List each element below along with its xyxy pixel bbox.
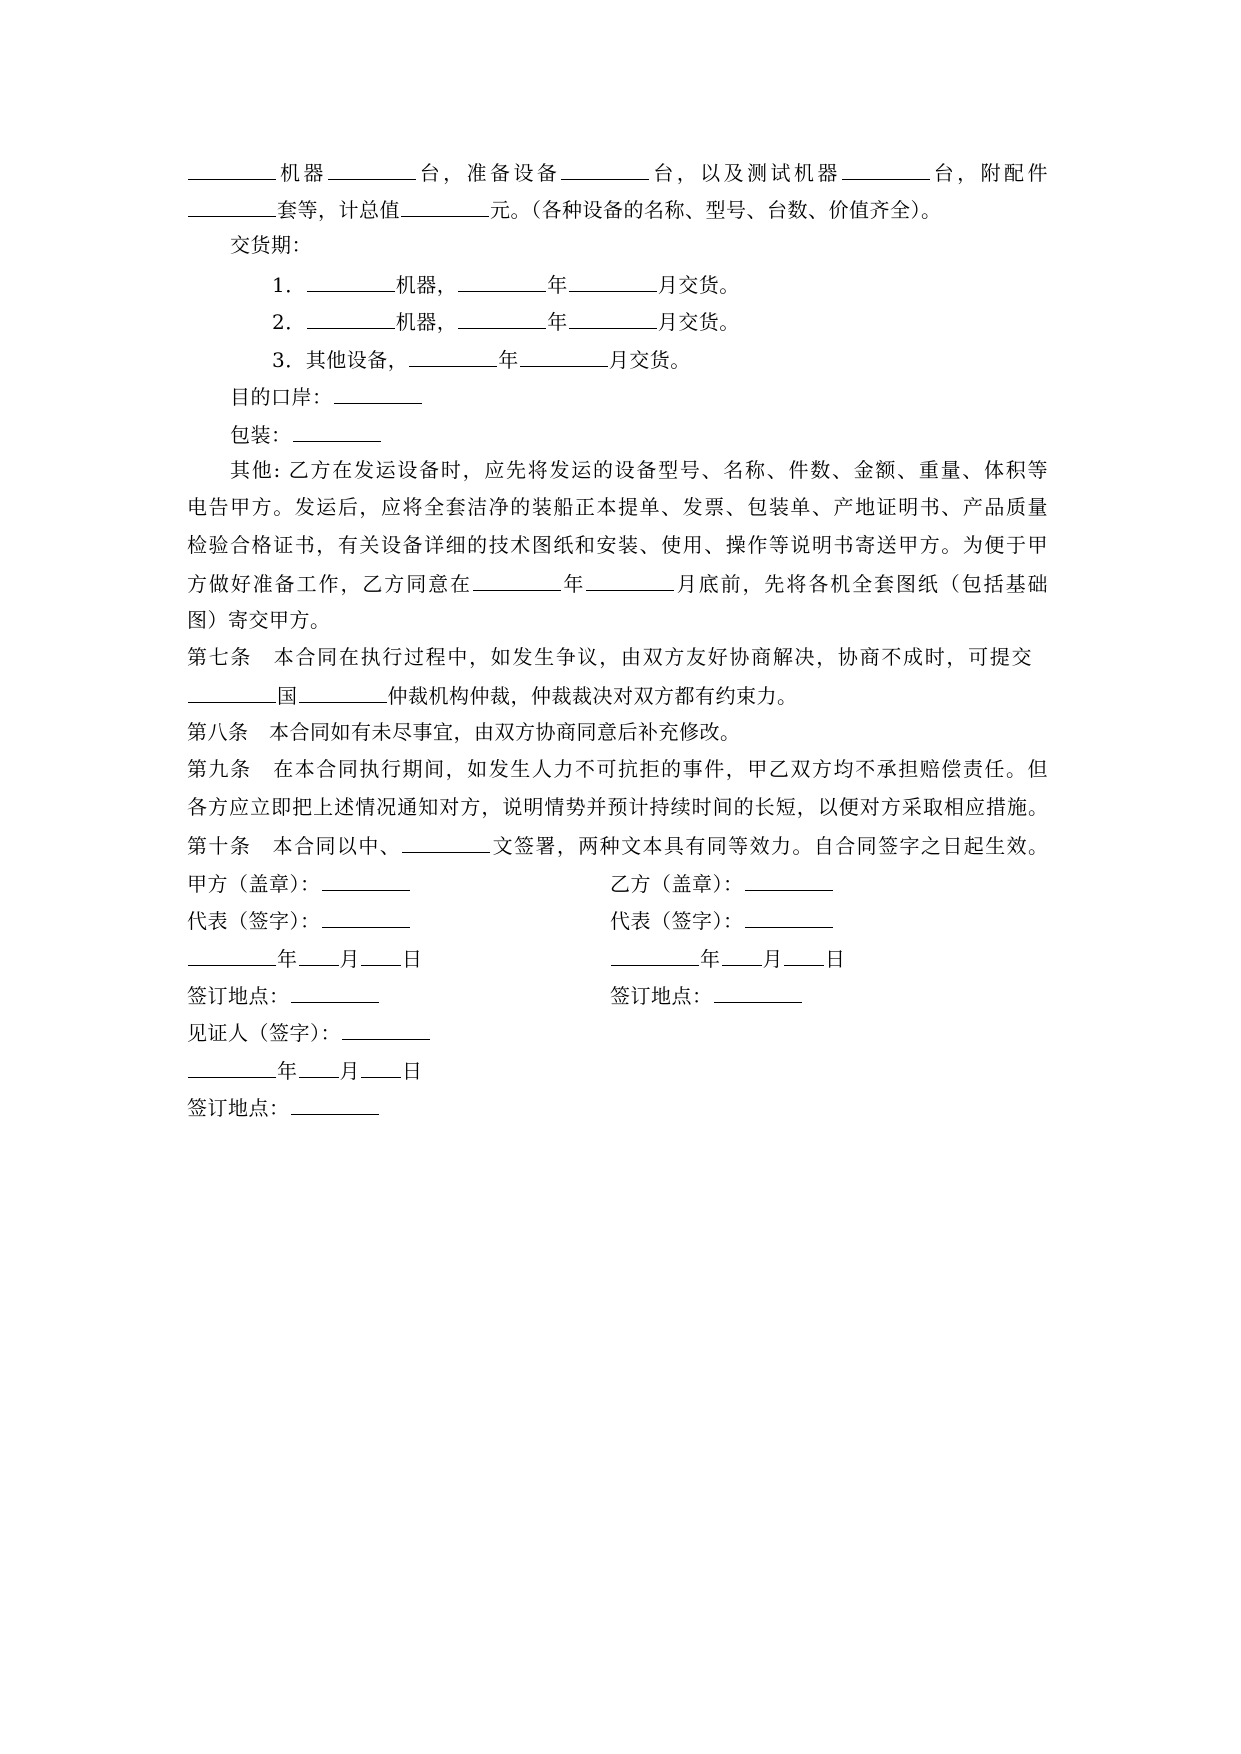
blank-field[interactable] bbox=[409, 346, 497, 367]
equipment-line-2 bbox=[187, 196, 942, 222]
blank-field[interactable] bbox=[322, 907, 410, 928]
text-segment: 月交货。 bbox=[657, 310, 740, 334]
text-segment: 机器 bbox=[277, 161, 327, 185]
text-segment: 月 bbox=[762, 947, 783, 971]
blank-field[interactable] bbox=[561, 159, 649, 180]
text-segment: 年 bbox=[277, 1059, 298, 1083]
rep-a-signature bbox=[187, 907, 411, 933]
text-segment: 文签署，两种文本具有同等效力。自合同签字之日起生效。 bbox=[491, 834, 1049, 858]
text-segment: 国 bbox=[277, 684, 298, 708]
text-segment: 乙方（盖章）： bbox=[610, 872, 744, 896]
text-segment: 年 bbox=[498, 348, 519, 372]
date-witness bbox=[187, 1057, 423, 1083]
text-segment: 甲方（盖章）： bbox=[187, 872, 321, 896]
text-segment: 月交货。 bbox=[608, 348, 691, 372]
blank-field[interactable] bbox=[842, 159, 930, 180]
blank-field[interactable] bbox=[473, 570, 561, 591]
blank-field[interactable] bbox=[458, 271, 546, 292]
blank-field[interactable] bbox=[188, 1057, 276, 1078]
other-line-4 bbox=[187, 570, 1048, 596]
other-line-1: 其他: 乙方在发运设备时，应先将发运的设备型号、名称、件数、金额、重量、体积等 bbox=[230, 458, 1048, 482]
date-b bbox=[610, 945, 846, 971]
blank-field[interactable] bbox=[307, 271, 395, 292]
signing-place-a bbox=[187, 982, 380, 1008]
text-segment: 目的口岸： bbox=[230, 385, 333, 409]
blank-field[interactable] bbox=[361, 1057, 401, 1078]
other-line-2: 电告甲方。发运后，应将全套洁净的装船正本提单、发票、包装单、产地证明书、产品质量 bbox=[187, 495, 1048, 519]
text-segment: 第十条 本合同以中、 bbox=[187, 834, 402, 858]
blank-field[interactable] bbox=[188, 682, 276, 703]
blank-field[interactable] bbox=[784, 945, 824, 966]
text-segment: 台，附配件 bbox=[930, 161, 1048, 185]
blank-field[interactable] bbox=[745, 907, 833, 928]
signing-place-b bbox=[610, 982, 803, 1008]
text-segment: 月 bbox=[339, 947, 360, 971]
text-segment: 3．其他设备， bbox=[272, 348, 409, 372]
blank-field[interactable] bbox=[520, 346, 608, 367]
text-segment: 签订地点： bbox=[187, 984, 290, 1008]
text-segment: 代表（签字）： bbox=[610, 909, 744, 933]
other-line-3: 检验合格证书，有关设备详细的技术图纸和安装、使用、操作等说明书寄送甲方。为便于甲 bbox=[187, 533, 1048, 557]
blank-field[interactable] bbox=[188, 945, 276, 966]
blank-field[interactable] bbox=[293, 421, 381, 442]
date-a bbox=[187, 945, 423, 971]
blank-field[interactable] bbox=[291, 982, 379, 1003]
blank-field[interactable] bbox=[569, 308, 657, 329]
text-segment: 机器， bbox=[395, 273, 458, 297]
rep-b-signature bbox=[610, 907, 834, 933]
blank-field[interactable] bbox=[714, 982, 802, 1003]
blank-field[interactable] bbox=[334, 383, 422, 404]
text-segment: 台，以及测试机器 bbox=[650, 161, 841, 185]
destination-port bbox=[230, 383, 423, 409]
blank-field[interactable] bbox=[361, 945, 401, 966]
text-segment: 套等，计总值 bbox=[277, 198, 400, 222]
blank-field[interactable] bbox=[328, 159, 416, 180]
text-segment: 年 bbox=[700, 947, 721, 971]
equipment-line-1 bbox=[187, 159, 1048, 185]
blank-field[interactable] bbox=[188, 196, 276, 217]
blank-field[interactable] bbox=[458, 308, 546, 329]
text-segment: 日 bbox=[402, 1059, 423, 1083]
text-segment: 2． bbox=[272, 310, 306, 334]
blank-field[interactable] bbox=[299, 682, 387, 703]
delivery-item-2 bbox=[272, 308, 740, 334]
signing-place-witness bbox=[187, 1094, 380, 1120]
text-segment: 年 bbox=[547, 310, 568, 334]
blank-field[interactable] bbox=[188, 159, 276, 180]
text-segment: 年 bbox=[547, 273, 568, 297]
text-segment: 月底前，先将各机全套图纸（包括基础 bbox=[675, 572, 1048, 596]
packing bbox=[230, 421, 382, 447]
party-b-seal bbox=[610, 870, 834, 896]
blank-field[interactable] bbox=[569, 271, 657, 292]
text-segment: 机器， bbox=[395, 310, 458, 334]
article-7-line-2 bbox=[187, 682, 798, 708]
article-9-line-2: 各方应立即把上述情况通知对方，说明情势并预计持续时间的长短，以便对方采取相应措施。 bbox=[187, 795, 1048, 819]
text-segment: 1． bbox=[272, 273, 306, 297]
witness-signature bbox=[187, 1019, 431, 1045]
blank-field[interactable] bbox=[299, 1057, 339, 1078]
blank-field[interactable] bbox=[722, 945, 762, 966]
blank-field[interactable] bbox=[611, 945, 699, 966]
text-segment: 年 bbox=[561, 572, 586, 596]
text-segment: 日 bbox=[825, 947, 846, 971]
blank-field[interactable] bbox=[342, 1019, 430, 1040]
blank-field[interactable] bbox=[586, 570, 674, 591]
article-10 bbox=[187, 832, 1048, 858]
text-segment: 见证人（签字）： bbox=[187, 1021, 341, 1045]
blank-field[interactable] bbox=[402, 832, 490, 853]
text-segment: 年 bbox=[277, 947, 298, 971]
text-segment: 签订地点： bbox=[187, 1096, 290, 1120]
delivery-item-1 bbox=[272, 271, 740, 297]
blank-field[interactable] bbox=[307, 308, 395, 329]
text-segment: 签订地点： bbox=[610, 984, 713, 1008]
delivery-title: 交货期： bbox=[230, 233, 312, 257]
party-a-seal bbox=[187, 870, 411, 896]
article-8: 第八条 本合同如有未尽事宜，由双方协商同意后补充修改。 bbox=[187, 720, 741, 744]
other-line-5: 图）寄交甲方。 bbox=[187, 608, 331, 632]
delivery-item-3 bbox=[272, 346, 691, 372]
text-segment: 月交货。 bbox=[657, 273, 740, 297]
text-segment: 代表（签字）： bbox=[187, 909, 321, 933]
text-segment: 日 bbox=[402, 947, 423, 971]
text-segment: 月 bbox=[339, 1059, 360, 1083]
blank-field[interactable] bbox=[745, 870, 833, 891]
article-7-line-1: 第七条 本合同在执行过程中，如发生争议，由双方友好协商解决，协商不成时，可提交 bbox=[187, 645, 1032, 669]
blank-field[interactable] bbox=[291, 1094, 379, 1115]
text-segment: 包装： bbox=[230, 423, 292, 447]
article-9-line-1: 第九条 在本合同执行期间，如发生人力不可抗拒的事件，甲乙双方均不承担赔偿责任。但 bbox=[187, 757, 1048, 781]
text-segment: 仲裁机构仲裁，仲裁裁决对双方都有约束力。 bbox=[387, 684, 798, 708]
text-segment: 台，准备设备 bbox=[416, 161, 561, 185]
text-segment: 方做好准备工作，乙方同意在 bbox=[187, 572, 472, 596]
blank-field[interactable] bbox=[322, 870, 410, 891]
text-segment: 元。（各种设备的名称、型号、台数、价值齐全）。 bbox=[490, 198, 942, 222]
blank-field[interactable] bbox=[401, 196, 489, 217]
blank-field[interactable] bbox=[299, 945, 339, 966]
